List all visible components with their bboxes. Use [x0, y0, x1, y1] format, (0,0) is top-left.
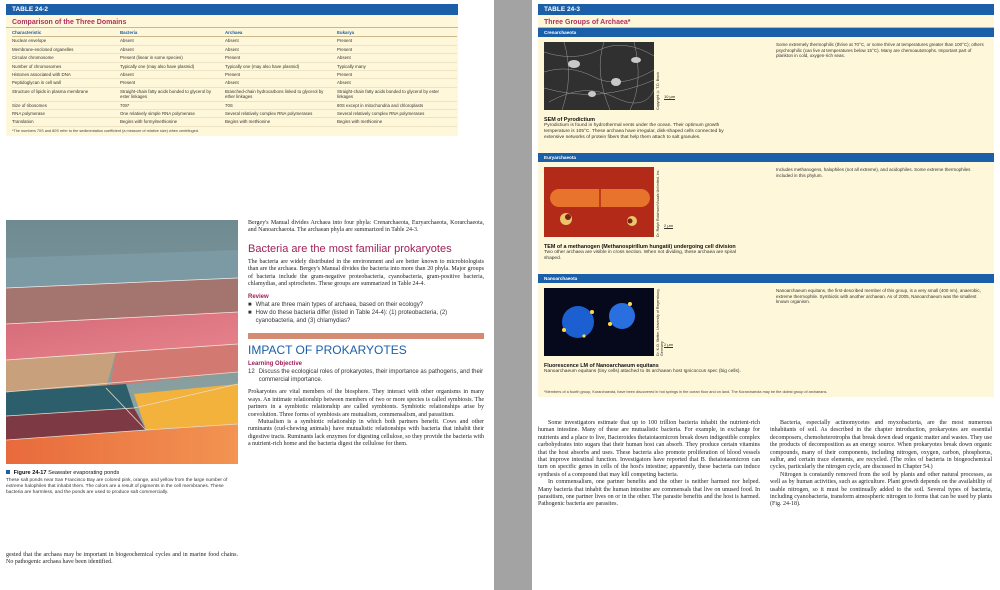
- table-cell: Absent: [225, 37, 337, 45]
- scale-bar: 10 μm: [664, 94, 676, 99]
- table-title-box: [538, 15, 994, 28]
- table-cell: Begins with formylmethionine: [120, 118, 225, 126]
- table-24-3: [538, 4, 994, 397]
- table-cell: Absent: [337, 79, 457, 87]
- table-cell: One relatively simple RNA polymerase: [120, 110, 225, 118]
- left-page: [0, 0, 494, 590]
- table-cell: Present: [120, 79, 225, 87]
- group-header-crenarchaeota: Crenarchaeota: [538, 28, 994, 37]
- scale-bar: 2 μm: [664, 342, 673, 347]
- photo-credit: © Mark C. Burnett/Photo Researchers: [1, 398, 5, 460]
- intestine-paragraph: Some investigators estimate that up to 100 trillion bacteria inhabit the nutrient-rich human intestine. Many of these are mutualistic bacteria. For example, in exchange for nutrients and a place to live, Bacteroides thetaiotaomicron break down indigestible complex carbohydrates into sugars that their human host can absorb. They produce certain vitamins that the host absorbs and uses. These bacteria also promote proliferation of blood vessels that improve intestinal function. Investigators have reported that B. thetaiotaomicron can turn on specific genes in cells of the host's intestine; apparently, these bacteria can induce synthesis of a compound that may kill competing bacteria.: [538, 420, 760, 478]
- table-cell: 70S*: [120, 102, 225, 110]
- column-header: Archaea: [225, 28, 337, 37]
- learning-objective-title: Learning Objective: [248, 360, 303, 367]
- table-cell: Typically many: [337, 63, 457, 71]
- right-page-column-2: [770, 420, 992, 509]
- soil-paragraph: Bacteria, especially actinomycetes and myxobacteria, are the most numerous inhabitants of soil. As described in the chapter introduction, prokaryotes are essential decomposers, chemoheterotrophs that break down dead organic matter and wastes. They use the products of decomposition as an energy source. When prokaryotes break down organic compounds, many of their components, including nitrogen, oxygen, carbon, phosphorus, sulfur, and certain trace elements, are recycled. (The roles of bacteria in biogeochemical cycles, particularly the nitrogen cycle, are discussed in Chapter 54.): [770, 420, 992, 471]
- column-header: Bacteria: [120, 28, 225, 37]
- scale-bar: 2 μm: [664, 223, 673, 228]
- commensalism-paragraph: In commensalism, one partner benefits and the other is neither harmed nor helped. Many bacteria that inhabit the human intestine are commensals that live on unused food. In parasitism, one partner lives on or in the other. The parasite benefits and the host is harmed. Pathogenic bacteria are parasites.: [538, 479, 760, 508]
- caption-title: TEM of a methanogen (Methanospirillum hungatii) undergoing cell division: [544, 244, 736, 250]
- table-cell: RNA polymerase: [12, 110, 120, 118]
- table-cell: Absent: [120, 37, 225, 45]
- left-page-right-column: Bergey's Manual divides Archaea into four phyla: Crenarchaeota, Euryarchaeota, Korarchaeota, and Nanoarchaeota. The archaean phyla are summarized in Table 24-3. Bacteria are the most familiar prokaryotes The bacteria are widely distributed in the environment and are better known to microbiologists than are the archaea. Bergey's Manual divides the bacteria into more than 20 phyla. Major groups of bacteria include the gram-negative proteobacteria, cyanobacteria, gram-positive bacteria, chlamydias, and spirochetes. These groups are summarized in Table 24-4. Review ■ What are three main types of archaea, based on their ecology? ■ How do these bacteria differ (listed in Table 24-4): (1) proteobacteria, (2) cyanobacteria, and (3) chlamydias? IMPACT OF PROKARYOTES Learning Objective 12 Discuss the ecological roles of prokaryotes, their importance as pathogens, and their commercial importance. Prokaryotes are vital members of the biosphere. They interact with other organisms in many ways. An intimate relationship between members of two or more species is called symbiosis. The partners in a symbiotic relationship are called symbionts. Symbiotic relationships arise by coevolution. Three forms of symbiosis are mutualism, commensalism, and parasitism. Mutualism is a symbiotic relationship in which both partners benefit. Cows and other ruminants (cud-chewing animals) have mutualistic relationships with bacteria that inhabit their digestive tracts. Ruminants lack enzymes for digesting cellulose, so they provide the bacteria with a nutrient-rich home and the bacteria digest the cellulose for them.: [248, 220, 484, 448]
- figure-title: Seawater evaporating ponds: [48, 470, 120, 476]
- nanoarchaeum-lm-image: [544, 288, 654, 356]
- table-cell: 70S: [225, 102, 337, 110]
- table-cell: Begins with methionine: [337, 118, 457, 126]
- methanogen-tem-image: [544, 167, 654, 237]
- photo-credit: Dr. Ralph Robinson/Visuals Unlimited, Inc.: [656, 169, 660, 237]
- table-cell: Absent: [120, 71, 225, 79]
- group-description: Some extremely thermophilic (thrive at 70°C, or some thrive at temperatures greater than 100°C); others psychrophilic (can live at temperatures below 15°C). Many are chemoautotrophs. Important part of plankton in cold, oxygen-rich seas.: [776, 42, 984, 59]
- table-body: [6, 15, 458, 136]
- table-cell: Present: [225, 54, 337, 62]
- table-cell: Present: [225, 71, 337, 79]
- symbiosis-paragraph: Prokaryotes are vital members of the biosphere. They interact with other organisms in many ways. An intimate relationship between members of two or more species is called symbiosis. The partners in a symbiotic relationship are called symbionts. Symbiotic relationships arise by coevolution. Three forms of symbiosis are mutualism, commensalism, and parasitism.: [248, 389, 484, 418]
- table-footnote: *The numbers 70S and 80S refer to the sedimentation coefficient (a measure of relative size) when centrifuged.: [12, 128, 199, 133]
- table-24-2: [6, 4, 458, 136]
- table-cell: Absent: [120, 46, 225, 54]
- table-cell: Typically one (may also have plasmid): [120, 63, 225, 71]
- impact-heading: IMPACT OF PROKARYOTES: [248, 342, 407, 357]
- table-number: TABLE 24-3: [538, 4, 994, 15]
- table-cell: Present: [337, 46, 457, 54]
- impact-section: [248, 333, 484, 385]
- table-cell: Typically one (may also have plasmid): [225, 63, 337, 71]
- bacteria-heading: Bacteria are the most familiar prokaryotes: [248, 242, 452, 255]
- photo-credit: Copyright © T.D. Brock: [656, 72, 660, 110]
- table-cell: Present: [337, 71, 457, 79]
- group-row-crenarchaeota: [538, 37, 994, 153]
- table-cell: Number of chromosomes: [12, 63, 120, 71]
- table-cell: Branched-chain hydrocarbons linked to glycerol by ether linkages: [225, 88, 337, 102]
- learning-objective-text: Discuss the ecological roles of prokaryotes, their importance as pathogens, and their commercial importance.: [258, 368, 484, 383]
- caption-text: Nanoarchaeum equitans (tiny cells) attached to its archaean host Ignicoccus spec (big cells).: [544, 369, 741, 374]
- table-cell: Membrane-enclosed organelles: [12, 46, 120, 54]
- table-number: TABLE 24-2: [6, 4, 458, 15]
- learning-objective-number: 12: [248, 368, 255, 375]
- column-header: Characteristic: [12, 28, 120, 37]
- table-cell: Size of ribosomes: [12, 102, 120, 110]
- bottom-left-text: gested that the archaea may be important in biogeochemical cycles and in marine food chains. No pathogenic archaea have been identified.: [6, 552, 238, 566]
- column-header: Eukarya: [337, 28, 457, 37]
- review-item-2: How do these bacteria differ (listed in Table 24-4): (1) proteobacteria, (2) cyanobacteria, and (3) chlamydias?: [255, 310, 448, 325]
- table-cell: Begins with methionine: [225, 118, 337, 126]
- table-cell: Histones associated with DNA: [12, 71, 120, 79]
- right-page: [532, 0, 1000, 590]
- table-cell: Straight-chain fatty acids bonded to glycerol by ester linkages: [120, 88, 225, 102]
- caption-text: Pyrodictium is found in hydrothermal vents under the ocean. Their optimum growth temperature is 105°C. These archaea have irregular, disk-shaped cells connected by extensive networks of protein fibers that help them attach to salt granules.: [544, 123, 724, 140]
- table-cell: Circular chromosome: [12, 54, 120, 62]
- figure-caption: [6, 470, 238, 496]
- domain-comparison-table: [12, 28, 452, 127]
- figure-caption-text: These salt ponds near San Francisco Bay are colored pink, orange, and yellow from the large number of extreme halophiles that inhabit them. The colors are a result of pigments in the cell membranes. These bacteria are harmless, and the ponds are used to produce salt commercially.: [6, 478, 228, 495]
- mutualism-paragraph: Mutualism is a symbiotic relationship in which both partners benefit. Cows and other ruminants (cud-chewing animals) have mutualistic relationships with bacteria that inhabit their digestive tracts. Ruminants lack enzymes for digesting cellulose, so they provide the bacteria with a nutrient-rich home and the bacteria digest the cellulose for them.: [248, 419, 484, 448]
- caption-title: SEM of Pyrodictium: [544, 117, 595, 123]
- table-cell: Straight-chain fatty acids bonded to glycerol by ester linkages: [337, 88, 457, 102]
- table-cell: Several relatively complex RNA polymerases: [337, 110, 457, 118]
- table-cell: Peptidoglycan in cell wall: [12, 79, 120, 87]
- table-cell: 80S except in mitochondria and chloroplasts: [337, 102, 457, 110]
- table-title: Three Groups of Archaea*: [538, 17, 994, 28]
- caption-text: Two other archaea are visible in cross section. When not dividing, these archaea are spiral shaped.: [544, 250, 736, 261]
- group-description: Includes methanogens, halophiles (not all extreme), and acidophiles. Some extreme thermophiles included in this phylum.: [776, 167, 971, 178]
- review-title: Review: [248, 294, 269, 301]
- figure-label: Figure 24-17: [13, 470, 47, 476]
- nitrogen-paragraph: Nitrogen is constantly removed from the soil by plants and other natural processes, as well as by human activities, such as agriculture. Plant growth depends on the availability of usable nitrogen, so it must be continually added to the soil. Several types of bacteria, including cyanobacteria, transform atmospheric nitrogen to forms that can be used by plants (Fig. 24-18).: [770, 471, 992, 508]
- intro-paragraph: Bergey's Manual divides Archaea into four phyla: Crenarchaeota, Euryarchaeota, Korarchaeota, and Nanoarchaeota. The archaean phyla are summarized in Table 24-3.: [248, 220, 484, 234]
- right-page-column-1: [538, 420, 760, 509]
- table-title: Comparison of the Three Domains: [6, 17, 458, 28]
- table-cell: Absent: [225, 46, 337, 54]
- group-row-euryarchaeota: [538, 162, 994, 274]
- table-cell: Present: [337, 37, 457, 45]
- caption-title: Fluorescence LM of Nanoarchaeum equitans: [544, 363, 659, 369]
- bacteria-paragraph: The bacteria are widely distributed in the environment and are better known to microbiologists than are the archaea. Bergey's Manual divides the bacteria into more than 20 phyla. Major groups of bacteria include the gram-negative proteobacteria, cyanobacteria, gram-positive bacteria, chlamydias, and spirochetes. These groups are summarized in Table 24-4.: [248, 258, 484, 288]
- pyrodictium-sem-image: [544, 42, 654, 110]
- table-cell: Several relatively complex RNA polymerases: [225, 110, 337, 118]
- table-cell: Absent: [337, 54, 457, 62]
- group-header-nanoarchaeota: Nanoarchaeota: [538, 274, 994, 283]
- group-row-nanoarchaeota: [538, 283, 994, 387]
- photo-credit: Dr. K.O. Stetter, University of Regensburg, Germany: [656, 288, 664, 356]
- evaporation-ponds-photo: [6, 220, 238, 464]
- table-cell: Present (linear in some species): [120, 54, 225, 62]
- table-cell: Translation: [12, 118, 120, 126]
- group-description: Nanoarchaeum equitans, the first-described member of this group, is a very small (400 nm), anaerobic, extreme thermophile. Symbiotic with another archaean. As of 2005, Nanoarchaeum was the smallest known organism.: [776, 288, 981, 305]
- review-item-1: What are three main types of archaea, based on their ecology?: [255, 302, 424, 309]
- table-footnote: *Members of a fourth group, Korarchaeota, have been discovered in hot springs in the ocean floor and on land. The Korarchaeota may be the oldest group of archaeans.: [538, 387, 994, 397]
- table-cell: Structure of lipids in plasma membrane: [12, 88, 120, 102]
- table-cell: Nuclear envelope: [12, 37, 120, 45]
- table-cell: Absent: [225, 79, 337, 87]
- group-header-euryarchaeota: Euryarchaeota: [538, 153, 994, 162]
